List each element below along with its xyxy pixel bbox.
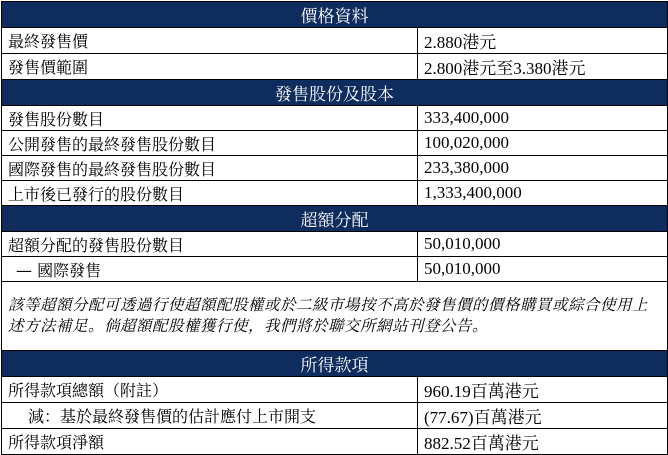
section-header-price [2,2,668,28]
section-header-label: 發售股份及股本 [2,80,668,106]
row-label: 發售價範圍 [2,54,418,80]
section-header-proceeds [2,351,668,377]
row-value: 960.19百萬港元 [418,377,668,403]
section-header-label: 超額分配 [2,206,668,232]
row-value: 2.880港元 [418,28,668,54]
row-label: 所得款項總額（附註） [2,377,418,403]
section-header-overallotment [2,206,668,232]
table-row [2,232,668,257]
row-value: 333,400,000 [418,106,668,131]
row-label: 所得款項淨額 [2,429,418,455]
table-row [2,28,668,54]
row-label: 超額分配的發售股份數目 [2,232,418,257]
table-row [2,106,668,131]
row-label: 發售股份數目 [2,106,418,131]
row-value: 100,020,000 [418,131,668,156]
section-header-label: 價格資料 [2,2,668,28]
row-label: 國際發售的最終發售股份數目 [2,156,418,181]
row-value: 50,010,000 [418,257,668,282]
table-row [2,54,668,80]
overallotment-note-row [2,282,668,351]
table-row [2,156,668,181]
row-label: 公開發售的最終發售股份數目 [2,131,418,156]
row-value: 233,380,000 [418,156,668,181]
row-value: (77.67)百萬港元 [418,403,668,429]
section-header-shares [2,80,668,106]
table-row [2,257,668,282]
row-label: 減：基於最終發售價的估計應付上市開支 [2,403,418,429]
row-value: 1,333,400,000 [418,181,668,206]
table-row [2,181,668,206]
offering-summary-table [1,1,668,455]
row-value: 2.800港元至3.380港元 [418,54,668,80]
row-label: — 國際發售 [2,257,418,282]
table-row [2,429,668,455]
row-value: 882.52百萬港元 [418,429,668,455]
row-value: 50,010,000 [418,232,668,257]
row-label: 上市後已發行的股份數目 [2,181,418,206]
overallotment-note: 該等超額分配可透過行使超額配股權或於二級市場按不高於發售價的價格購買或綜合使用上述方法補足。倘超額配股權獲行使，我們將於聯交所網站刊登公告。 [2,282,668,351]
row-label: 最終發售價 [2,28,418,54]
table-row [2,131,668,156]
table-row [2,403,668,429]
section-header-label: 所得款項 [2,351,668,377]
table-row [2,377,668,403]
